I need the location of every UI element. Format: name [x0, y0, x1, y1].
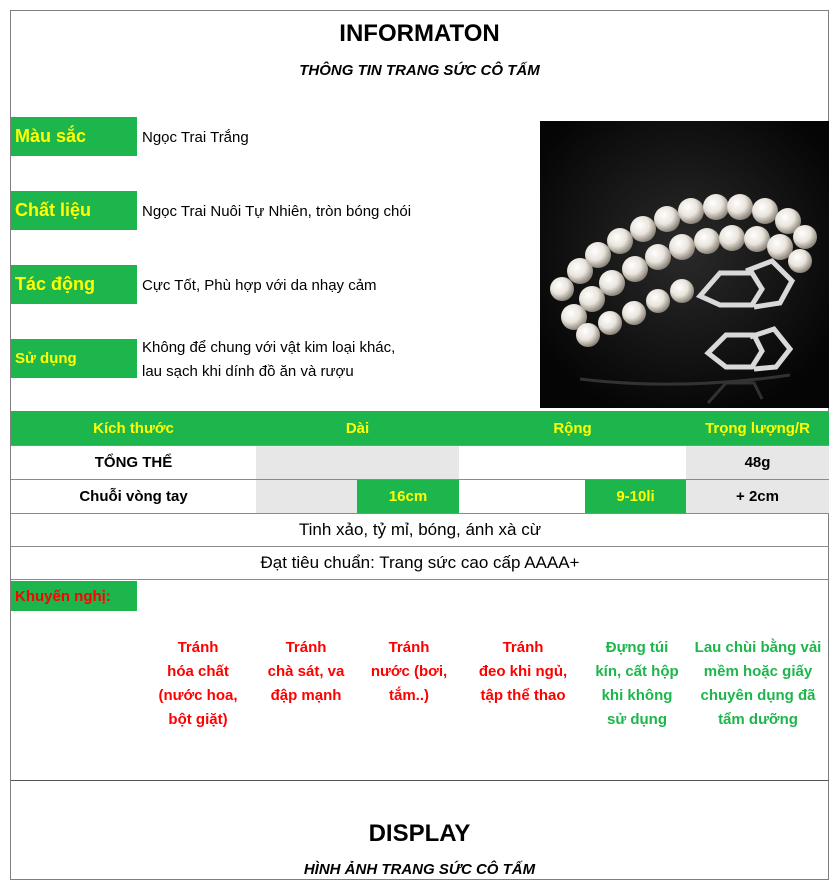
note-standard: Đạt tiêu chuẩn: Trang sức cao cấp AAAA+	[260, 553, 580, 572]
header-size: Kích thước	[93, 419, 174, 437]
page-title: INFORMATON	[339, 20, 500, 47]
size-row-total	[11, 446, 829, 480]
note-quality: Tinh xảo, tỷ mỉ, bóng, ánh xà cừ	[298, 520, 542, 539]
rec-line: bột giặt)	[168, 711, 228, 728]
row-bracelet-label: Chuỗi vòng tay	[79, 488, 188, 505]
product-photo	[540, 121, 829, 408]
effect-label: Tác động	[11, 265, 137, 304]
row-bracelet-length: 16cm	[357, 480, 459, 513]
rec-line: Đựng túi	[605, 639, 669, 656]
header-weight: Trọng lượng/R	[705, 419, 810, 437]
material-label: Chất liệu	[11, 191, 137, 230]
rec-item-storage	[586, 636, 688, 732]
rec-line: Tránh	[388, 639, 430, 656]
display-title: DISPLAY	[368, 820, 471, 847]
color-label: Màu sắc	[11, 117, 137, 156]
rec-line: đập mạnh	[270, 687, 342, 704]
rec-line: đeo khi ngủ,	[478, 663, 568, 680]
rec-item-sleep	[470, 636, 576, 708]
row-total-label: TỔNG THỂ	[94, 454, 173, 471]
usage-value-line1: Không để chung với vật kim loại khác,	[142, 339, 396, 356]
effect-value: Cực Tốt, Phù hợp với da nhạy cảm	[142, 277, 377, 294]
rec-line: Tránh	[502, 639, 544, 656]
recommendations-label: Khuyến nghị:	[11, 581, 137, 611]
page-subtitle: THÔNG TIN TRANG SỨC CÔ TẤM	[299, 62, 540, 79]
rec-line: (nước hoa,	[158, 687, 238, 704]
header-length: Dài	[345, 419, 370, 437]
note-row-2	[11, 547, 829, 580]
note-row-1	[11, 514, 829, 547]
rec-line: sử dụng	[606, 711, 668, 728]
rec-line: khi không	[601, 687, 673, 704]
row-total-weight: 48g	[686, 446, 829, 479]
rec-line: chà sát, va	[267, 663, 345, 680]
row-bracelet-width-blank	[459, 480, 585, 513]
size-table-header	[11, 411, 829, 446]
material-value: Ngọc Trai Nuôi Tự Nhiên, tròn bóng chói	[142, 203, 412, 220]
rec-line: Tránh	[285, 639, 327, 656]
rec-line: nước (bơi,	[370, 663, 448, 680]
pearl-bracelet-illustration	[540, 121, 829, 408]
rec-item-friction	[258, 636, 354, 708]
row-bracelet-width: 9-10li	[585, 480, 686, 513]
row-total-length	[256, 446, 459, 479]
rec-line: Lau chùi bằng vải	[694, 639, 822, 656]
row-bracelet-length-blank	[256, 480, 357, 513]
size-row-bracelet	[11, 480, 829, 514]
rec-line: chuyên dụng đã	[700, 687, 816, 704]
rec-item-chemicals	[148, 636, 248, 732]
rec-line: mềm hoặc giấy	[703, 663, 813, 680]
usage-value-line2: lau sạch khi dính đồ ăn và rượu	[142, 363, 354, 380]
display-subtitle: HÌNH ẢNH TRANG SỨC CÔ TẤM	[303, 861, 536, 878]
usage-label: Sử dụng	[11, 339, 137, 378]
header-width: Rộng	[553, 419, 592, 437]
row-bracelet-weight: + 2cm	[686, 480, 829, 513]
rec-line: kín, cất hộp	[595, 663, 679, 680]
rec-line: Tránh	[177, 639, 219, 656]
color-value: Ngọc Trai Trắng	[142, 129, 249, 146]
usage-value	[142, 336, 395, 384]
rec-line: hóa chất	[167, 663, 229, 680]
rec-item-cleaning	[688, 636, 828, 732]
row-total-width	[459, 446, 686, 479]
rec-line: tẩm dưỡng	[718, 711, 798, 728]
rec-line: tắm..)	[388, 687, 429, 704]
rec-item-water	[364, 636, 454, 708]
rec-line: tập thể thao	[480, 687, 566, 704]
